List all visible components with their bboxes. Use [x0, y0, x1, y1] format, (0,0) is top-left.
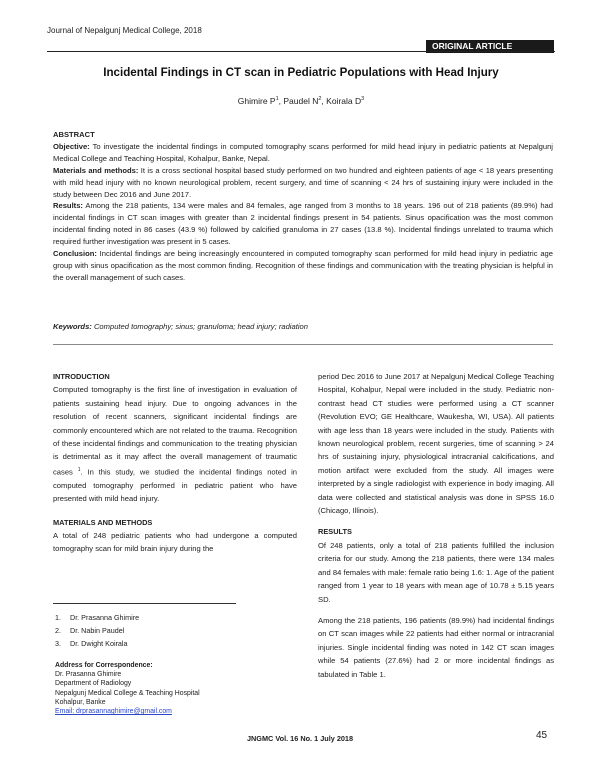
- introduction-heading: INTRODUCTION: [53, 372, 110, 381]
- left-column: [53, 370, 297, 556]
- author-name: Ghimire P: [237, 96, 276, 106]
- article-title: Incidental Findings in CT scan in Pediatric Populations with Head Injury: [103, 66, 499, 79]
- correspondence-email-link[interactable]: Email: drprasannaghimire@gmail.com: [55, 708, 172, 716]
- abstract-results: Results: Among the 218 patients, 134 were males and 84 females, age ranged from 3 months to 18 years. 196 out of 218 patients (89.9%) had incidental findings in CT scan images with greater than 2 incidental findings present in 54 patients. Sinus opacification was the most common incidental finding noted in 86 cases (43.9 %) followed by calcified granuloma in 27 cases (13.8 %). Incidental findings unrelated to trauma which required further investigation was present in 5 cases.: [53, 201, 553, 247]
- abstract: [53, 129, 553, 284]
- correspondence-line: Dr. Prasanna Ghimire: [55, 671, 122, 679]
- results-paragraph-2: Among the 218 patients, 196 patients (89.9%) had incidental findings on CT scan images while 22 patients had either normal or intracranial injuries. Single incidental finding was noted in 142 CT scan images while 54 patients (27.6%) had 2 or more incidental findings as tabulated in Table 1.: [318, 615, 554, 679]
- author-affiliation-mark: 1: [275, 96, 279, 103]
- methods-heading: MATERIALS AND METHODS: [53, 517, 153, 527]
- abstract-methods: Materials and methods: It is a cross sectional hospital based study performed on two hundred and eighteen patients of age < 18 years presenting with mild head injury with no known neurological problem, recent surgery, and time of scanning < 24 hrs of sustaining injury were included in the study between Dec 2016 and June 2017.: [53, 165, 553, 199]
- correspondence-line: Kohalpur, Banke: [55, 698, 106, 706]
- abstract-conclusion: Conclusion: Incidental findings are being increasingly encountered in computed tomography scan performed for mild head injury in pediatric age group with sinus opacification as the most common finding. Recognition of these findings and communication with the treating physician is helpful in the overall management of such cases.: [53, 249, 553, 282]
- keywords-divider: [53, 344, 553, 345]
- introduction-text: Computed tomography is the first line of investigation in evaluation of patients sustaining head injury. Due to ongoing advances in the resolution of recent scanners, significant incidental findings are commonly encountered which are not related to the trauma. Recognition of these incidental findings and communication to the treating physician is detrimental as it may affect the overall management of traumatic cases $^1$. In this study, we studied the incidental findings noted in computed tomography performed in pediatric patient who have presented with mild head injury.: [53, 385, 297, 504]
- journal-footer: JNGMC Vol. 16 No. 1 July 2018: [246, 734, 354, 743]
- keywords-text: Computed tomography; sinus; granuloma; head injury; radiation: [91, 322, 308, 331]
- author-list: Ghimire $P^1$, Paudel $N^2$, Koirala $D^3$: [237, 96, 365, 106]
- abstract-objective: Objective: To investigate the incidental findings in computed tomography scans performed for mild head injury in pediatric patients at Nepalgunj Medical College and Teaching Hospital, Kohalpur, Banke, Nepal.: [53, 141, 553, 163]
- affiliation-item: 2. Dr. Nabin Paudel: [55, 626, 125, 635]
- methods-text-left: A total of 248 pediatric patients who had undergone a computed tomography scan for mild brain injury during the: [53, 531, 297, 554]
- article-type-badge: ORIGINAL ARTICLE: [426, 40, 554, 53]
- journal-name: Journal of Nepalgunj Medical College, 2018: [47, 26, 202, 35]
- reference-mark: 1: [77, 466, 81, 473]
- correspondence-heading: Address for Correspondence:: [55, 662, 153, 669]
- footnote-divider: [53, 603, 236, 604]
- keywords: [53, 322, 553, 331]
- methods-text-right: period Dec 2016 to June 2017 at Nepalgunj Medical College Teaching Hospital, Kohalpur, Nepal were included in the study. Pediatric non-contrast head CT studies were performed using a CT scanner (Revolution EVO; GE Healthcare, Waukesha, WI, USA). All patients with age less than 18 years were included in the study. Patients with known neurological problem, recent surgeries, time of scanning > 24 hrs of sustaining injury, physiological intracranial calcifications, and motion artifact were excluded from the study. All images were interpreted by a single radiologist with experience in body imaging. All data were collected and statistical analysis was done in SPSS 16.0 (Chicago, Illinois).: [318, 372, 554, 516]
- author-name: Paudel N: [283, 96, 319, 106]
- correspondence-line: Department of Radiology: [55, 680, 132, 688]
- results-heading: RESULTS: [318, 527, 352, 537]
- correspondence-line: Nepalgunj Medical College & Teaching Hospital: [55, 689, 200, 697]
- abstract-heading: ABSTRACT: [53, 130, 95, 139]
- page-number: 45: [536, 730, 548, 741]
- affiliation-item: 3. Dr. Dwight Koirala: [55, 639, 128, 648]
- affiliation-item: 1. Dr. Prasanna Ghimire: [55, 613, 140, 622]
- author-affiliation-mark: 2: [318, 96, 322, 103]
- results-paragraph-1: Of 248 patients, only a total of 218 patients fulfilled the inclusion criteria for our study. Among the 218 patients, there were 134 males and 84 females with male: female ratio being 1.6: 1. Age of the patient ranged from 1 year to 18 years with mean age of 10.78 ± 5.15 years SD.: [318, 540, 554, 604]
- keywords-label: Keywords:: [53, 322, 92, 331]
- right-column: [318, 370, 554, 681]
- author-name: Koirala D: [326, 96, 362, 106]
- author-affiliation-mark: 3: [361, 96, 365, 103]
- correspondence-block: [55, 661, 295, 716]
- header-rule: [47, 51, 555, 52]
- affiliation-list: [55, 611, 295, 650]
